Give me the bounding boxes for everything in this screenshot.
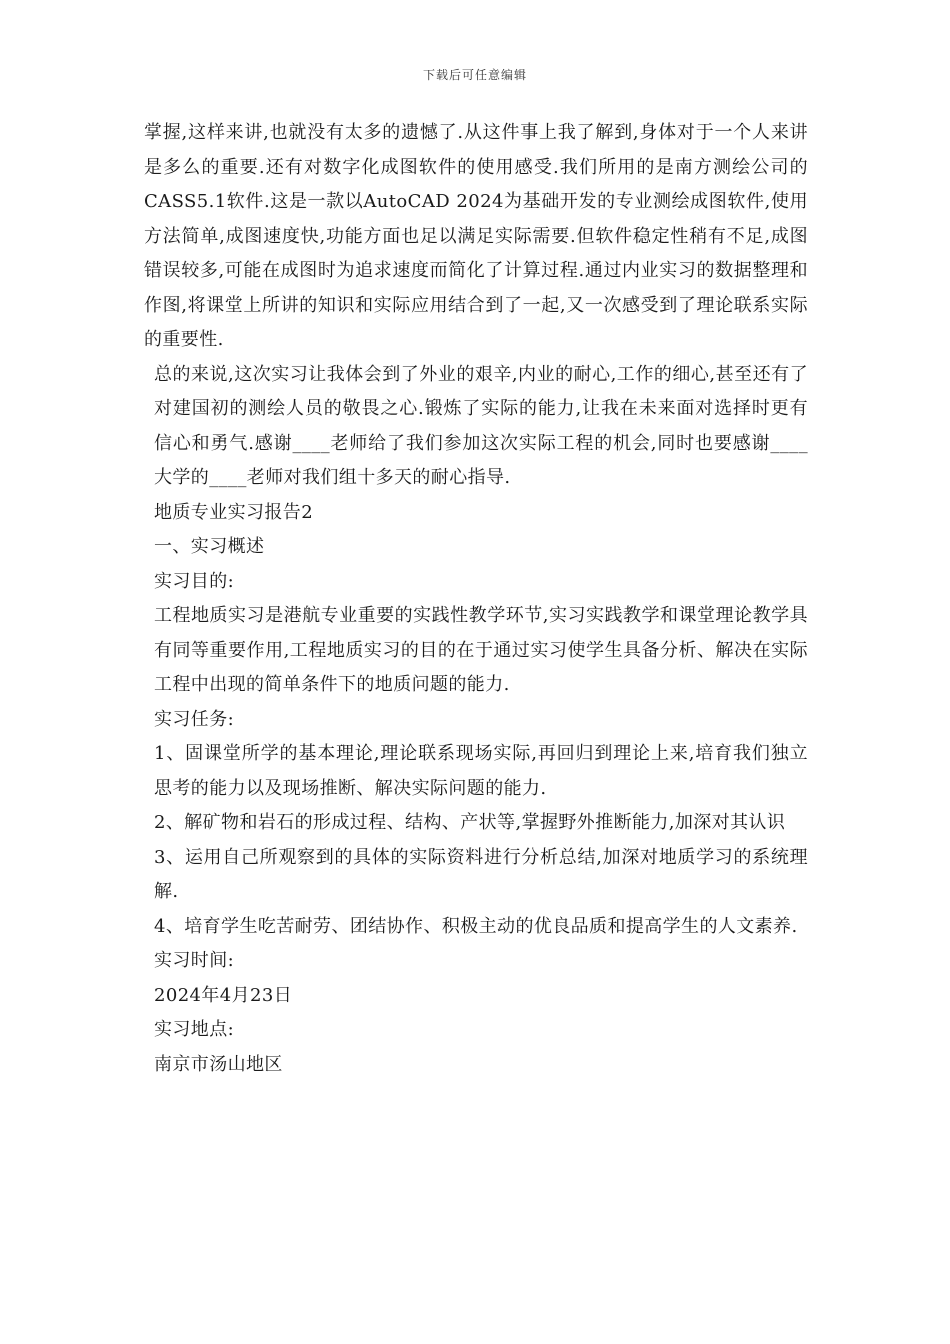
paragraph-software-experience: 掌握,这样来讲,也就没有太多的遗憾了.从这件事上我了解到,身体对于一个人来讲是多么的重要.还有对数字化成图软件的使用感受.我们所用的是南方测绘公司的CASS5.1软件.这是一款以AutoCAD 2024为基础开发的专业测绘成图软件,使用方法简单,成图速度快,功能方面也足以满足实际需要.但软件稳定性稍有不足,成图错误较多,可能在成图时为追求速度而简化了计算过程.通过内业实习的数据整理和作图,将课堂上所讲的知识和实际应用结合到了一起,又一次感受到了理论联系实际的重要性. — [144, 122, 808, 350]
task-item-4: 4、培育学生吃苦耐劳、团结协作、积极主动的优良品质和提高学生的人文素养. — [154, 915, 798, 937]
task-item-1: 1、固课堂所学的基本理论,理论联系现场实际,再回归到理论上来,培育我们独立思考的能力以及现场推断、解决实际问题的能力. — [154, 743, 808, 799]
label-tasks: 实习任务: — [154, 708, 235, 730]
report-title: 地质专业实习报告2 — [154, 501, 314, 523]
paragraph-purpose: 工程地质实习是港航专业重要的实践性教学环节,实习实践教学和课堂理论教学具有同等重要作用,工程地质实习的目的在于通过实习使学生具备分析、解决在实际工程中出现的简单条件下的地质问题的能力. — [154, 605, 808, 695]
document-body — [144, 116, 808, 1082]
label-purpose: 实习目的: — [154, 570, 235, 592]
label-location: 实习地点: — [154, 1019, 235, 1040]
task-item-3: 3、运用自己所观察到的具体的实际资料进行分析总结,加深对地质学习的系统理解. — [154, 846, 808, 902]
paragraph-summary: 总的来说,这次实习让我体会到了外业的艰辛,内业的耐心,工作的细心,甚至还有了对建国初的测绘人员的敬畏之心.锻炼了实际的能力,让我在未来面对选择时更有信心和勇气.感谢____老师给了我们参加这次实际工程的机会,同时也要感谢____大学的____老师对我们组十多天的耐心指导. — [154, 363, 808, 488]
page-header: 下载后可任意编辑 — [422, 68, 527, 82]
label-time: 实习时间: — [154, 950, 235, 971]
task-item-2: 2、解矿物和岩石的形成过程、结构、产状等,掌握野外推断能力,加深对其认识 — [154, 812, 786, 833]
section-heading-overview: 一、实习概述 — [154, 536, 265, 557]
value-location: 南京市汤山地区 — [154, 1053, 283, 1075]
value-time: 2024年4月23日 — [154, 984, 293, 1006]
